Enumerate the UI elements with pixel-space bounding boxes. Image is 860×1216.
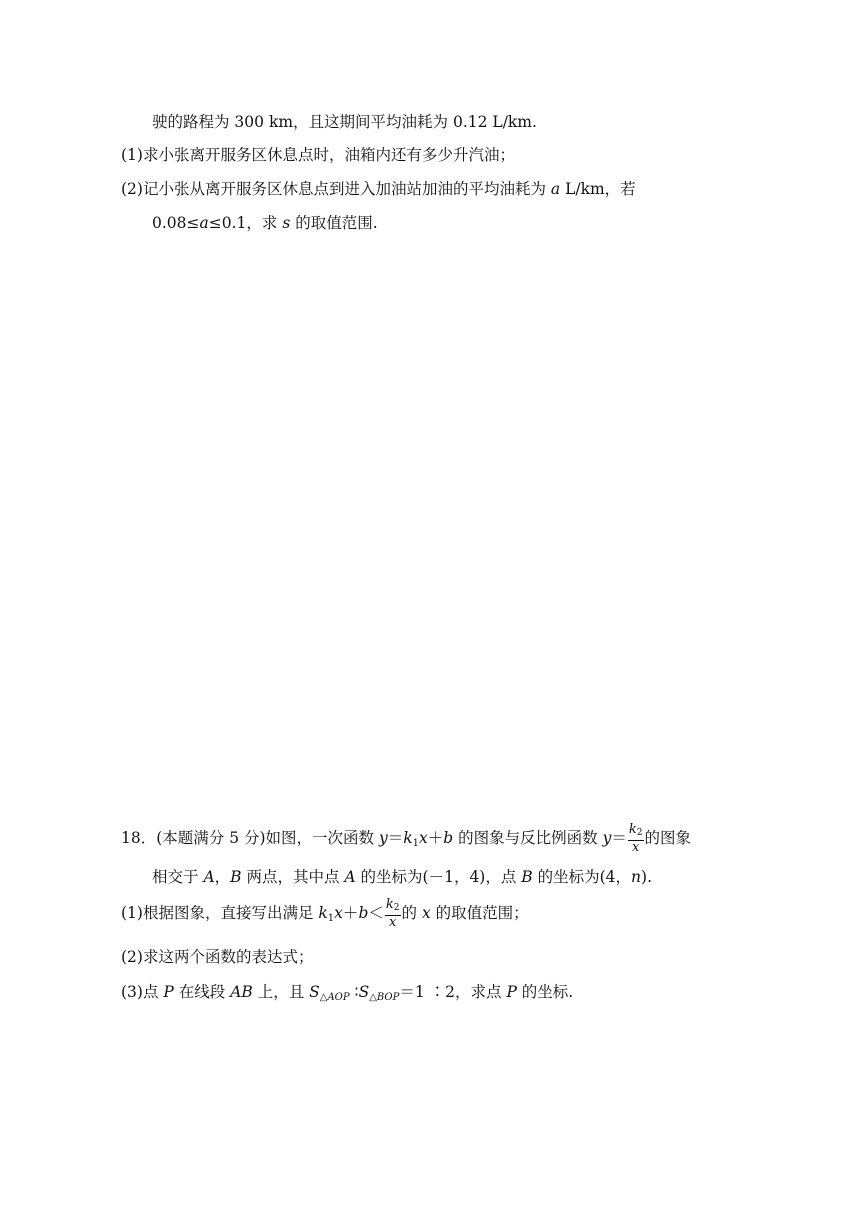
- q18-part1: (1)根据图象，直接写出满足 $k_1x+b<$ $\frac{k_2}{x}$ 的 x 的取值范围；: [121, 897, 529, 930]
- q18-heading: 18．(本题满分 5 分)如图，一次函数 $y=k_1x+b$ 的图象与反比例函数 y＝ $\frac{k_2}{x}$ 的图象: [121, 822, 692, 855]
- fraction-k2-over-x: $\frac{k_2}{x}$: [628, 822, 643, 855]
- q17-part2-condition: 0.08≤a≤0.1，求 s 的取值范围.: [152, 214, 378, 232]
- q17-part1: (1)求小张离开服务区休息点时，油箱内还有多少升汽油；: [121, 146, 515, 164]
- q18-part3: (3)点 P 在线段 AB 上，且 $S_{\triangle AOP}$ $∶S_{\triangle BOP}=1$ ∶2，求点 P 的坐标.: [121, 983, 574, 1003]
- q17-part2: (2)记小张从离开服务区休息点到进入加油站加油的平均油耗为 a L/km，若: [121, 180, 636, 198]
- fraction-k2-over-x: $\frac{k_2}{x}$: [385, 897, 400, 930]
- q17-continuation: 驶的路程为 300 km，且这期间平均油耗为 0.12 L/km.: [152, 113, 537, 131]
- q18-part2: (2)求这两个函数的表达式；: [121, 948, 314, 966]
- q18-line2: 相交于 A，B 两点，其中点 A 的坐标为(－1，4)，点 B 的坐标为(4，n).: [152, 868, 652, 886]
